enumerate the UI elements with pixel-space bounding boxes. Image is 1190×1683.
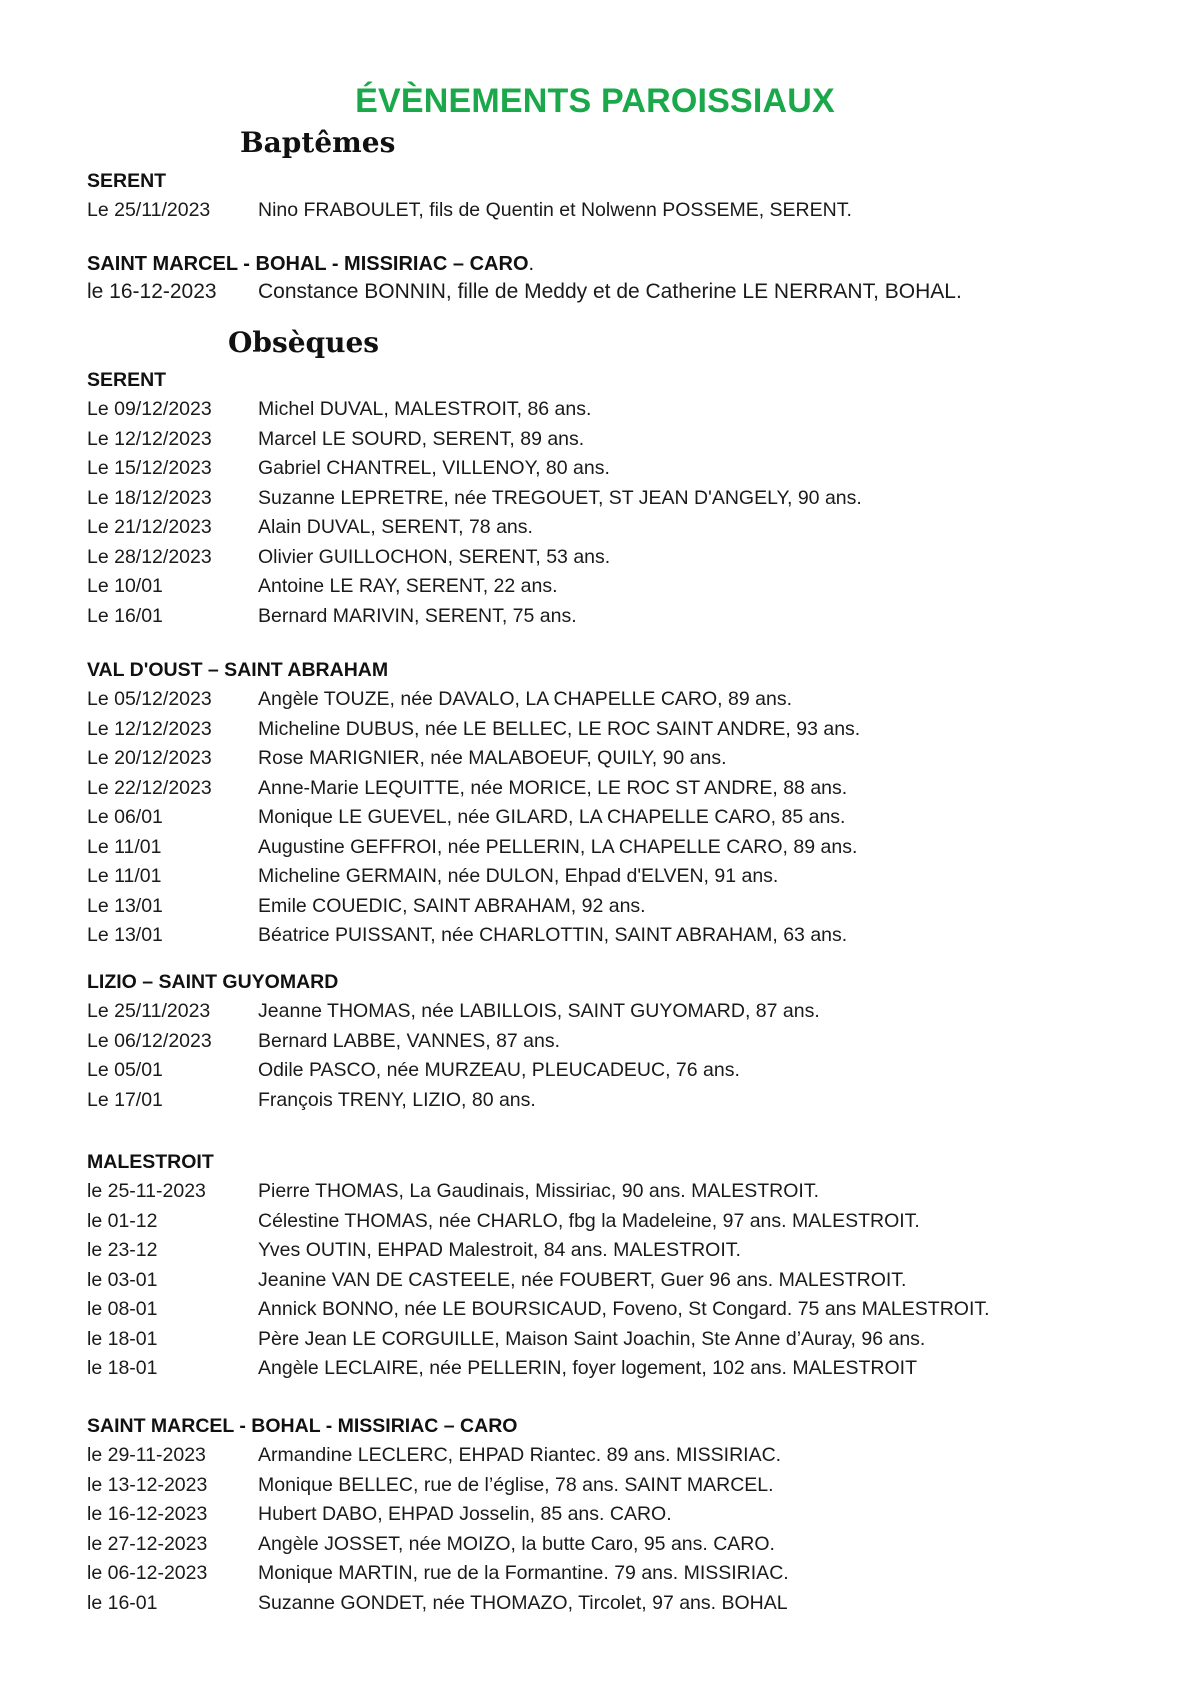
entry-text: Monique BELLEC, rue de l’église, 78 ans. SAINT MARCEL. [258, 1473, 774, 1496]
obseques-section-malestroit: MALESTROIT [87, 1151, 214, 1173]
entry-date: Le 21/12/2023 [87, 516, 212, 538]
entry-text: Rose MARIGNIER, née MALABOEUF, QUILY, 90 ans. [258, 747, 727, 769]
entry-text: Père Jean LE CORGUILLE, Maison Saint Joachin, Ste Anne d’Auray, 96 ans. [258, 1327, 926, 1350]
entry-text: Antoine LE RAY, SERENT, 22 ans. [258, 575, 558, 597]
entry-date: Le 15/12/2023 [87, 457, 212, 479]
entry-text: Angèle LECLAIRE, née PELLERIN, foyer logement, 102 ans. MALESTROIT [258, 1357, 917, 1379]
entry-date: le 18-01 [87, 1357, 158, 1379]
entry-date: le 03-01 [87, 1268, 158, 1291]
obseques-section-val-doust: VAL D'OUST – SAINT ABRAHAM [87, 659, 389, 681]
entry-text: Yves OUTIN, EHPAD Malestroit, 84 ans. MALESTROIT. [258, 1239, 741, 1261]
entry-date: Le 17/01 [87, 1088, 163, 1111]
obseques-heading: Obsèques [228, 326, 380, 359]
entry-date: Le 13/01 [87, 894, 163, 917]
entry-text: Michel DUVAL, MALESTROIT, 86 ans. [258, 398, 592, 420]
entry-date: Le 28/12/2023 [87, 545, 212, 568]
entry-date: Le 11/01 [87, 835, 162, 858]
entry-date: le 13-12-2023 [87, 1473, 208, 1496]
entry-text: Béatrice PUISSANT, née CHARLOTTIN, SAINT ABRAHAM, 63 ans. [258, 924, 848, 946]
entry-text: Alain DUVAL, SERENT, 78 ans. [258, 516, 533, 538]
entry-date: Le 18/12/2023 [87, 486, 212, 509]
entry-text: Suzanne GONDET, née THOMAZO, Tircolet, 97 ans. BOHAL [258, 1591, 788, 1614]
entry-text: Micheline GERMAIN, née DULON, Ehpad d'ELVEN, 91 ans. [258, 865, 779, 887]
entry-text: Emile COUEDIC, SAINT ABRAHAM, 92 ans. [258, 894, 646, 917]
page-title: ÉVÈNEMENTS PAROISSIAUX [355, 82, 835, 120]
entry-text: Nino FRABOULET, fils de Quentin et Nolwenn POSSEME, SERENT. [258, 199, 852, 221]
entry-date: Le 05/01 [87, 1059, 163, 1081]
entry-date: Le 09/12/2023 [87, 398, 212, 420]
entry-date: Le 16/01 [87, 604, 163, 627]
entry-text: Micheline DUBUS, née LE BELLEC, LE ROC SAINT ANDRE, 93 ans. [258, 717, 861, 740]
entry-text: Jeanne THOMAS, née LABILLOIS, SAINT GUYOMARD, 87 ans. [258, 1000, 820, 1022]
obseques-section-serent: SERENT [87, 369, 167, 391]
entry-text: Armandine LECLERC, EHPAD Riantec. 89 ans. MISSIRIAC. [258, 1444, 782, 1466]
entry-text: Augustine GEFFROI, née PELLERIN, LA CHAPELLE CARO, 89 ans. [258, 835, 858, 858]
entry-text: Hubert DABO, EHPAD Josselin, 85 ans. CARO. [258, 1503, 672, 1525]
entry-date: le 23-12 [87, 1239, 158, 1261]
section-name: SAINT MARCEL - BOHAL - MISSIRIAC – CARO [87, 253, 529, 275]
entry-date: Le 06/01 [87, 806, 163, 828]
section-suffix: . [528, 253, 535, 275]
entry-date: le 27-12-2023 [87, 1532, 208, 1555]
entry-date: Le 12/12/2023 [87, 427, 212, 450]
entry-text: François TRENY, LIZIO, 80 ans. [258, 1088, 536, 1111]
entry-date: Le 06/12/2023 [87, 1029, 212, 1052]
entry-date: Le 10/01 [87, 575, 163, 597]
entry-text: Constance BONNIN, fille de Meddy et de Catherine LE NERRANT, BOHAL. [258, 280, 962, 303]
baptemes-section-saint-marcel [87, 253, 534, 276]
entry-text: Marcel LE SOURD, SERENT, 89 ans. [258, 427, 585, 450]
entry-date: Le 11/01 [87, 865, 162, 887]
entry-text: Annick BONNO, née LE BOURSICAUD, Foveno, St Congard. 75 ans MALESTROIT. [258, 1298, 990, 1320]
entry-date: le 18-01 [87, 1327, 158, 1350]
entry-date: le 16-12-2023 [87, 1503, 208, 1525]
entry-date: Le 25/11/2023 [87, 1000, 211, 1022]
entry-date: le 01-12 [87, 1209, 158, 1232]
entry-date: le 16-12-2023 [87, 280, 217, 303]
entry-text: Odile PASCO, née MURZEAU, PLEUCADEUC, 76 ans. [258, 1059, 740, 1081]
entry-text: Pierre THOMAS, La Gaudinais, Missiriac, 90 ans. MALESTROIT. [258, 1180, 819, 1202]
entry-date: Le 05/12/2023 [87, 688, 212, 710]
entry-text: Gabriel CHANTREL, VILLENOY, 80 ans. [258, 457, 610, 479]
entry-date: Le 22/12/2023 [87, 776, 212, 799]
entry-text: Suzanne LEPRETRE, née TREGOUET, ST JEAN D'ANGELY, 90 ans. [258, 486, 862, 509]
entry-text: Bernard MARIVIN, SERENT, 75 ans. [258, 604, 577, 627]
entry-date: Le 20/12/2023 [87, 747, 212, 769]
entry-text: Angèle TOUZE, née DAVALO, LA CHAPELLE CARO, 89 ans. [258, 688, 792, 710]
baptemes-section-serent: SERENT [87, 170, 167, 192]
obseques-section-saint-marcel: SAINT MARCEL - BOHAL - MISSIRIAC – CARO [87, 1415, 518, 1437]
obseques-section-lizio: LIZIO – SAINT GUYOMARD [87, 971, 339, 993]
entry-date: Le 13/01 [87, 924, 163, 946]
baptemes-heading: Baptêmes [240, 126, 396, 159]
entry-text: Angèle JOSSET, née MOIZO, la butte Caro, 95 ans. CARO. [258, 1532, 775, 1555]
entry-text: Célestine THOMAS, née CHARLO, fbg la Madeleine, 97 ans. MALESTROIT. [258, 1209, 920, 1232]
entry-text: Monique MARTIN, rue de la Formantine. 79 ans. MISSIRIAC. [258, 1562, 789, 1584]
entry-text: Bernard LABBE, VANNES, 87 ans. [258, 1029, 561, 1052]
entry-text: Monique LE GUEVEL, née GILARD, LA CHAPELLE CARO, 85 ans. [258, 806, 846, 828]
entry-text: Jeanine VAN DE CASTEELE, née FOUBERT, Guer 96 ans. MALESTROIT. [258, 1268, 907, 1291]
entry-text: Olivier GUILLOCHON, SERENT, 53 ans. [258, 545, 611, 568]
entry-date: le 29-11-2023 [87, 1444, 206, 1466]
entry-text: Anne-Marie LEQUITTE, née MORICE, LE ROC ST ANDRE, 88 ans. [258, 776, 848, 799]
entry-date: Le 25/11/2023 [87, 199, 211, 221]
entry-date: Le 12/12/2023 [87, 717, 212, 740]
entry-date: le 25-11-2023 [87, 1180, 206, 1202]
entry-date: le 06-12-2023 [87, 1562, 208, 1584]
entry-date: le 08-01 [87, 1298, 158, 1320]
entry-date: le 16-01 [87, 1591, 158, 1614]
